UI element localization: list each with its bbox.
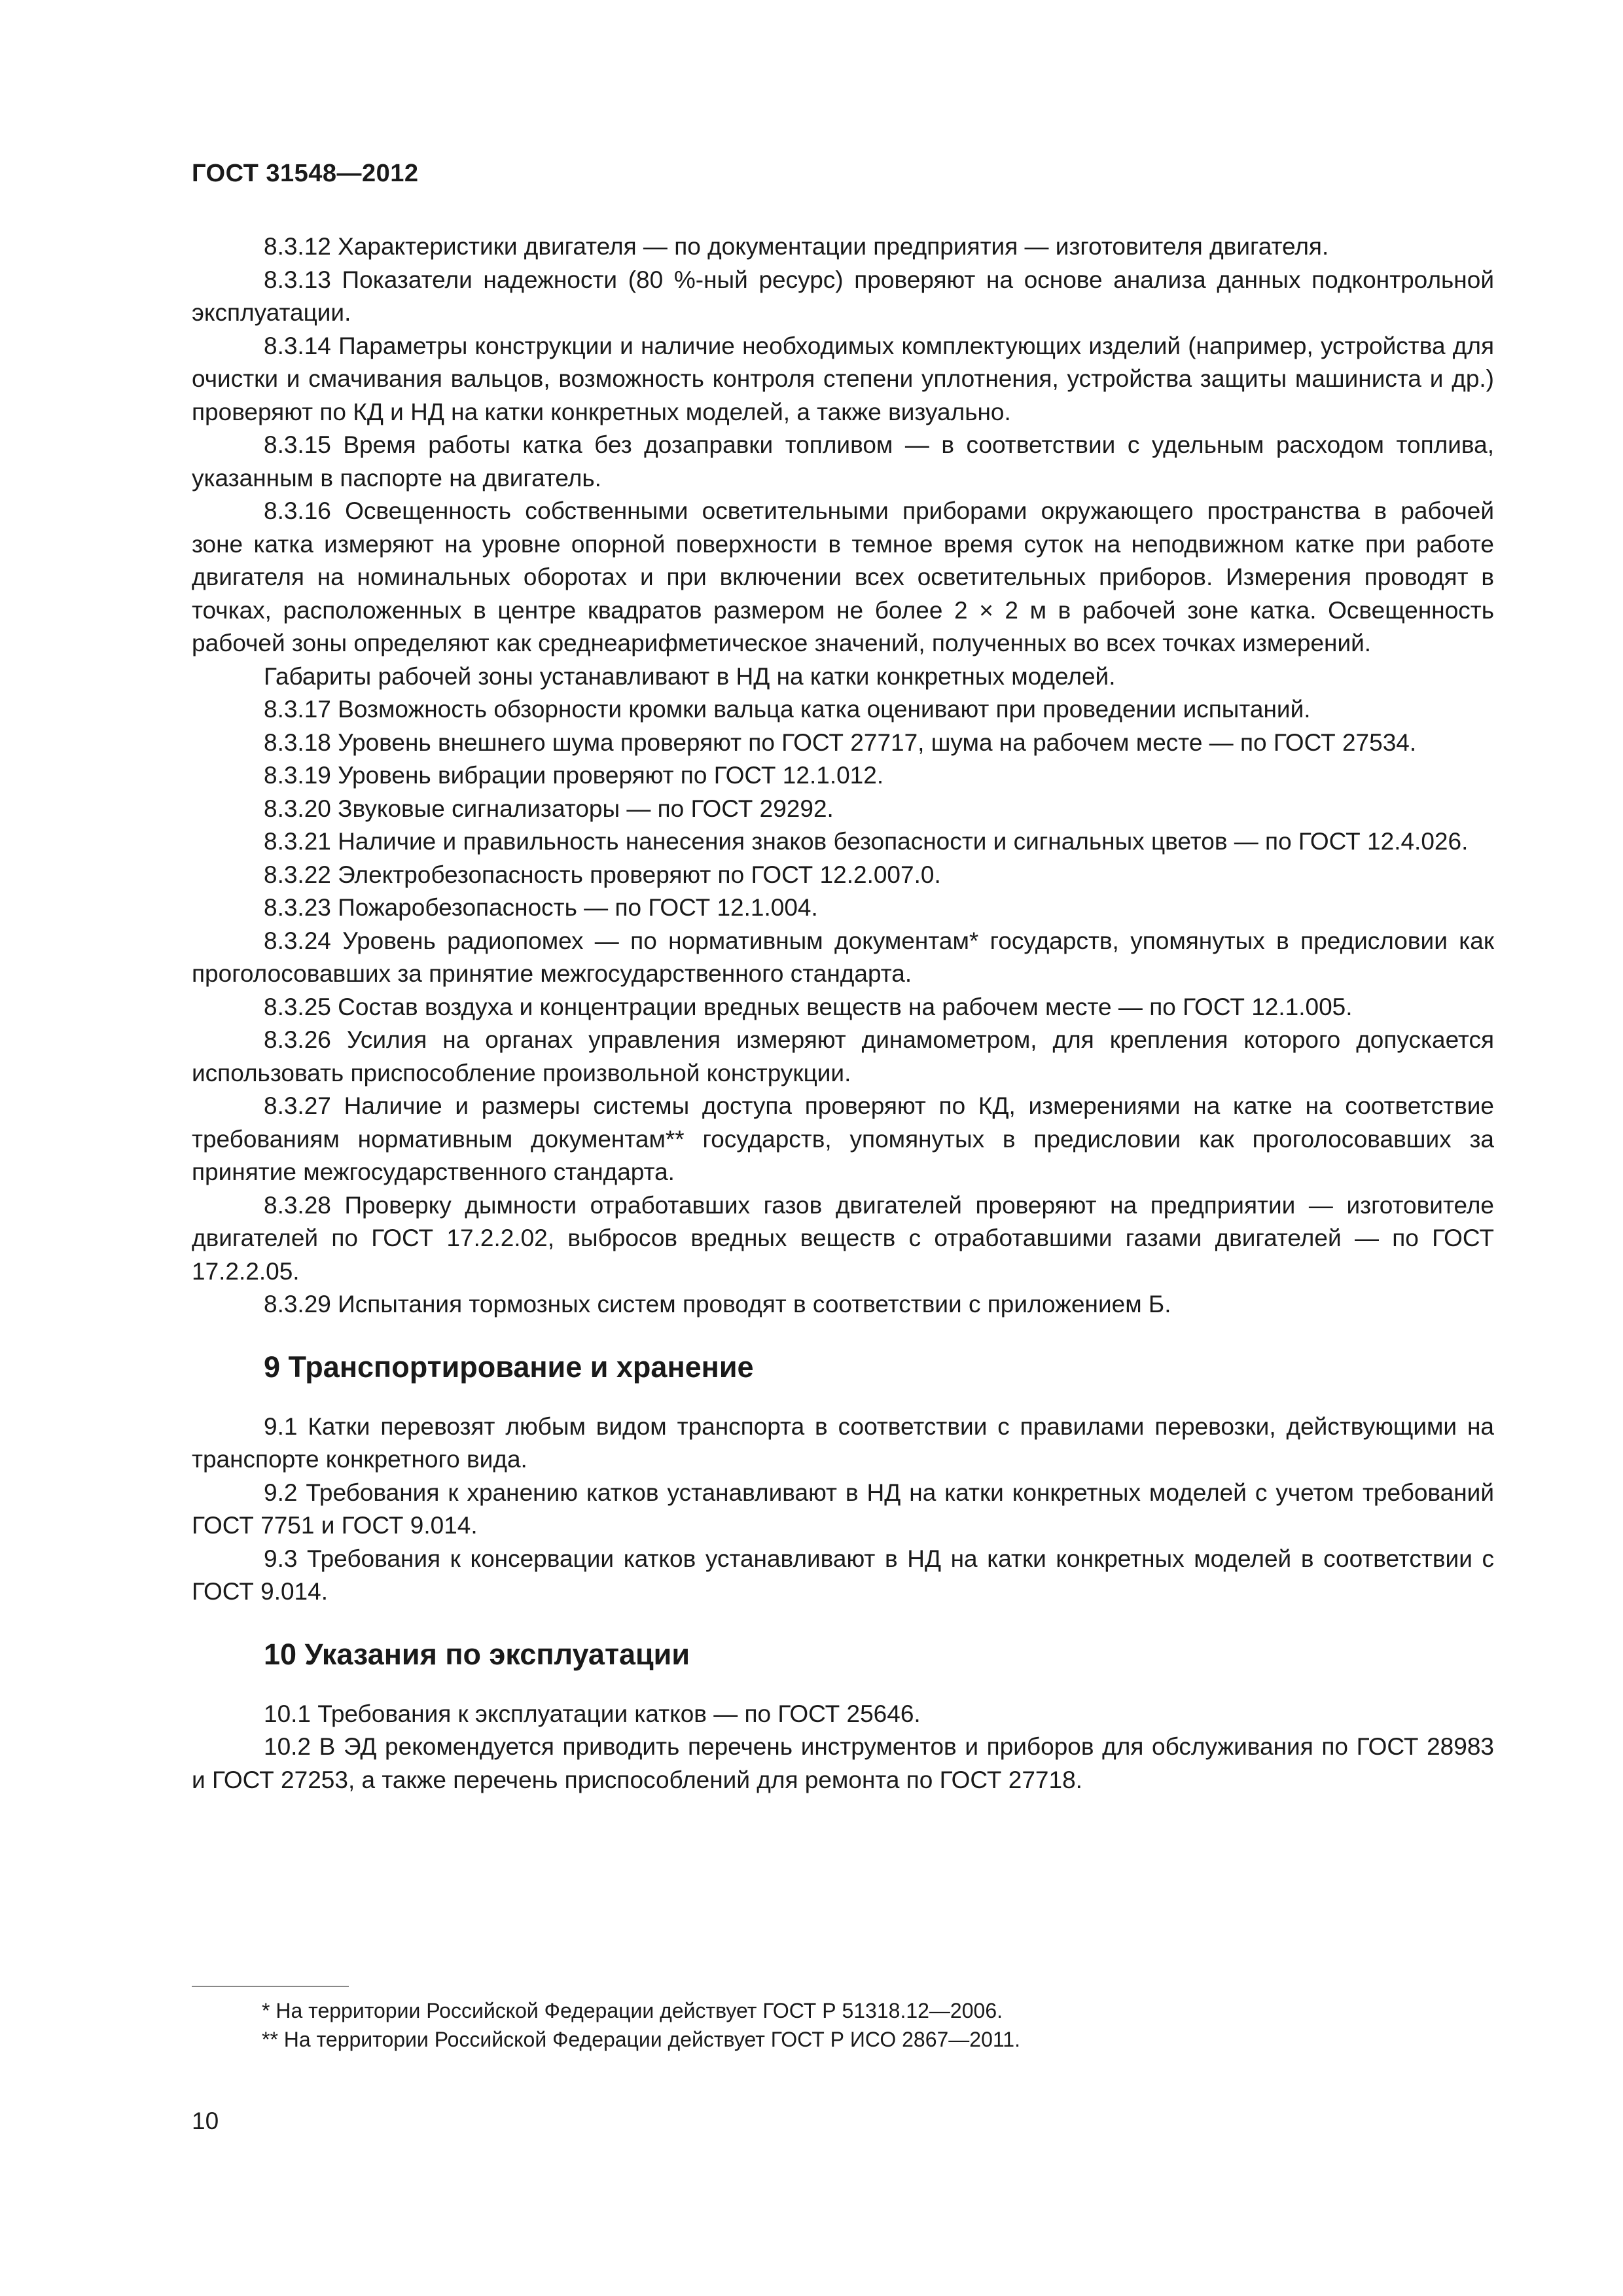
paragraph-8-3-28: 8.3.28 Проверку дымности отработавших газов двигателей проверяют на предприятии — изготовителе двигателей по ГОСТ 17.2.2.02, выбросов вредных веществ с отработавшими газами двигателей — по ГОСТ 17.2.2.05.: [192, 1191, 1494, 1285]
footnote-2: ** На территории Российской Федерации действует ГОСТ Р ИСО 2867—2011.: [262, 2028, 1020, 2051]
section-10-heading: 10 Указания по эксплуатации: [264, 1637, 690, 1671]
paragraph-8-3-20: 8.3.20 Звуковые сигнализаторы — по ГОСТ 29292.: [264, 795, 834, 822]
paragraph-work-zone: Габариты рабочей зоны устанавливают в НД на катки конкретных моделей.: [264, 662, 1116, 690]
paragraph-8-3-16: 8.3.16 Освещенность собственными осветительными приборами окружающего пространства в рабочей зоне катка измеряют на уровне опорной поверхности в темное время суток на неподвижном катке при работе двигателя на номинальных оборотах и при включении всех осветительных приборов. Измерения проводят в точках, расположенных в центре квадратов размером не более 2 × 2 м в рабочей зоне катка. Освещенность рабочей зоны определяют как среднеарифметическое значений, полученных во всех точках измерений.: [192, 497, 1494, 656]
paragraph-8-3-19: 8.3.19 Уровень вибрации проверяют по ГОСТ 12.1.012.: [264, 762, 884, 789]
paragraph-8-3-21: 8.3.21 Наличие и правильность нанесения знаков безопасности и сигнальных цветов — по ГОСТ 12.4.026.: [264, 828, 1469, 855]
footnote-1: * На территории Российской Федерации действует ГОСТ Р 51318.12—2006.: [262, 1999, 1003, 2022]
paragraph-10-2: 10.2 В ЭД рекомендуется приводить перечень инструментов и приборов для обслуживания по ГОСТ 28983 и ГОСТ 27253, а также перечень приспособлений для ремонта по ГОСТ 27718.: [192, 1733, 1494, 1793]
footnote-divider: [192, 1986, 349, 1987]
paragraph-8-3-12: 8.3.12 Характеристики двигателя — по документации предприятия — изготовителя двигателя.: [264, 233, 1329, 260]
paragraph-8-3-13: 8.3.13 Показатели надежности (80 %-ный ресурс) проверяют на основе анализа данных подконтрольной эксплуатации.: [192, 266, 1494, 326]
paragraph-8-3-17: 8.3.17 Возможность обзорности кромки вальца катка оценивают при проведении испытаний.: [264, 696, 1311, 723]
document-header: ГОСТ 31548—2012: [192, 160, 419, 187]
paragraph-8-3-27: 8.3.27 Наличие и размеры системы доступа проверяют по КД, измерениями на катке на соответствие требованиям нормативным документам** государств, упомянутых в предисловии как проголосовавших за принятие межгосударственного стандарта.: [192, 1092, 1494, 1185]
paragraph-8-3-14: 8.3.14 Параметры конструкции и наличие необходимых комплектующих изделий (например, устройства для очистки и смачивания вальцов, возможность контроля степени уплотнения, устройства защиты машиниста и др.) проверяют по КД и НД на катки конкретных моделей, а также визуально.: [192, 332, 1494, 425]
paragraph-8-3-24: 8.3.24 Уровень радиопомех — по нормативным документам* государств, упомянутых в предисловии как проголосовавших за принятие межгосударственного стандарта.: [192, 927, 1494, 987]
paragraph-8-3-23: 8.3.23 Пожаробезопасность — по ГОСТ 12.1.004.: [264, 894, 818, 921]
paragraph-8-3-22: 8.3.22 Электробезопасность проверяют по ГОСТ 12.2.007.0.: [264, 861, 941, 888]
paragraph-10-1: 10.1 Требования к эксплуатации катков — по ГОСТ 25646.: [264, 1700, 921, 1727]
paragraph-9-1: 9.1 Катки перевозят любым видом транспорта в соответствии с правилами перевозки, действующими на транспорте конкретного вида.: [192, 1412, 1494, 1473]
paragraph-8-3-26: 8.3.26 Усилия на органах управления измеряют динамометром, для крепления которого допускается использовать приспособление произвольной конструкции.: [192, 1026, 1494, 1086]
paragraph-9-2: 9.2 Требования к хранению катков устанавливают в НД на катки конкретных моделей с учетом требований ГОСТ 7751 и ГОСТ 9.014.: [192, 1479, 1494, 1539]
paragraph-8-3-15: 8.3.15 Время работы катка без дозаправки топливом — в соответствии с удельным расходом топлива, указанным в паспорте на двигатель.: [192, 431, 1494, 492]
paragraph-8-3-25: 8.3.25 Состав воздуха и концентрации вредных веществ на рабочем месте — по ГОСТ 12.1.005.: [264, 993, 1353, 1020]
page-number: 10: [192, 2108, 219, 2134]
footnotes: [192, 1996, 1494, 2054]
section-9-heading: 9 Транспортирование и хранение: [264, 1350, 754, 1384]
document-body: [192, 230, 1494, 1797]
paragraph-8-3-29: 8.3.29 Испытания тормозных систем проводят в соответствии с приложением Б.: [264, 1291, 1171, 1318]
paragraph-9-3: 9.3 Требования к консервации катков устанавливают в НД на катки конкретных моделей в соответствии с ГОСТ 9.014.: [192, 1545, 1494, 1605]
paragraph-8-3-18: 8.3.18 Уровень внешнего шума проверяют по ГОСТ 27717, шума на рабочем месте — по ГОСТ 27534.: [264, 728, 1417, 756]
